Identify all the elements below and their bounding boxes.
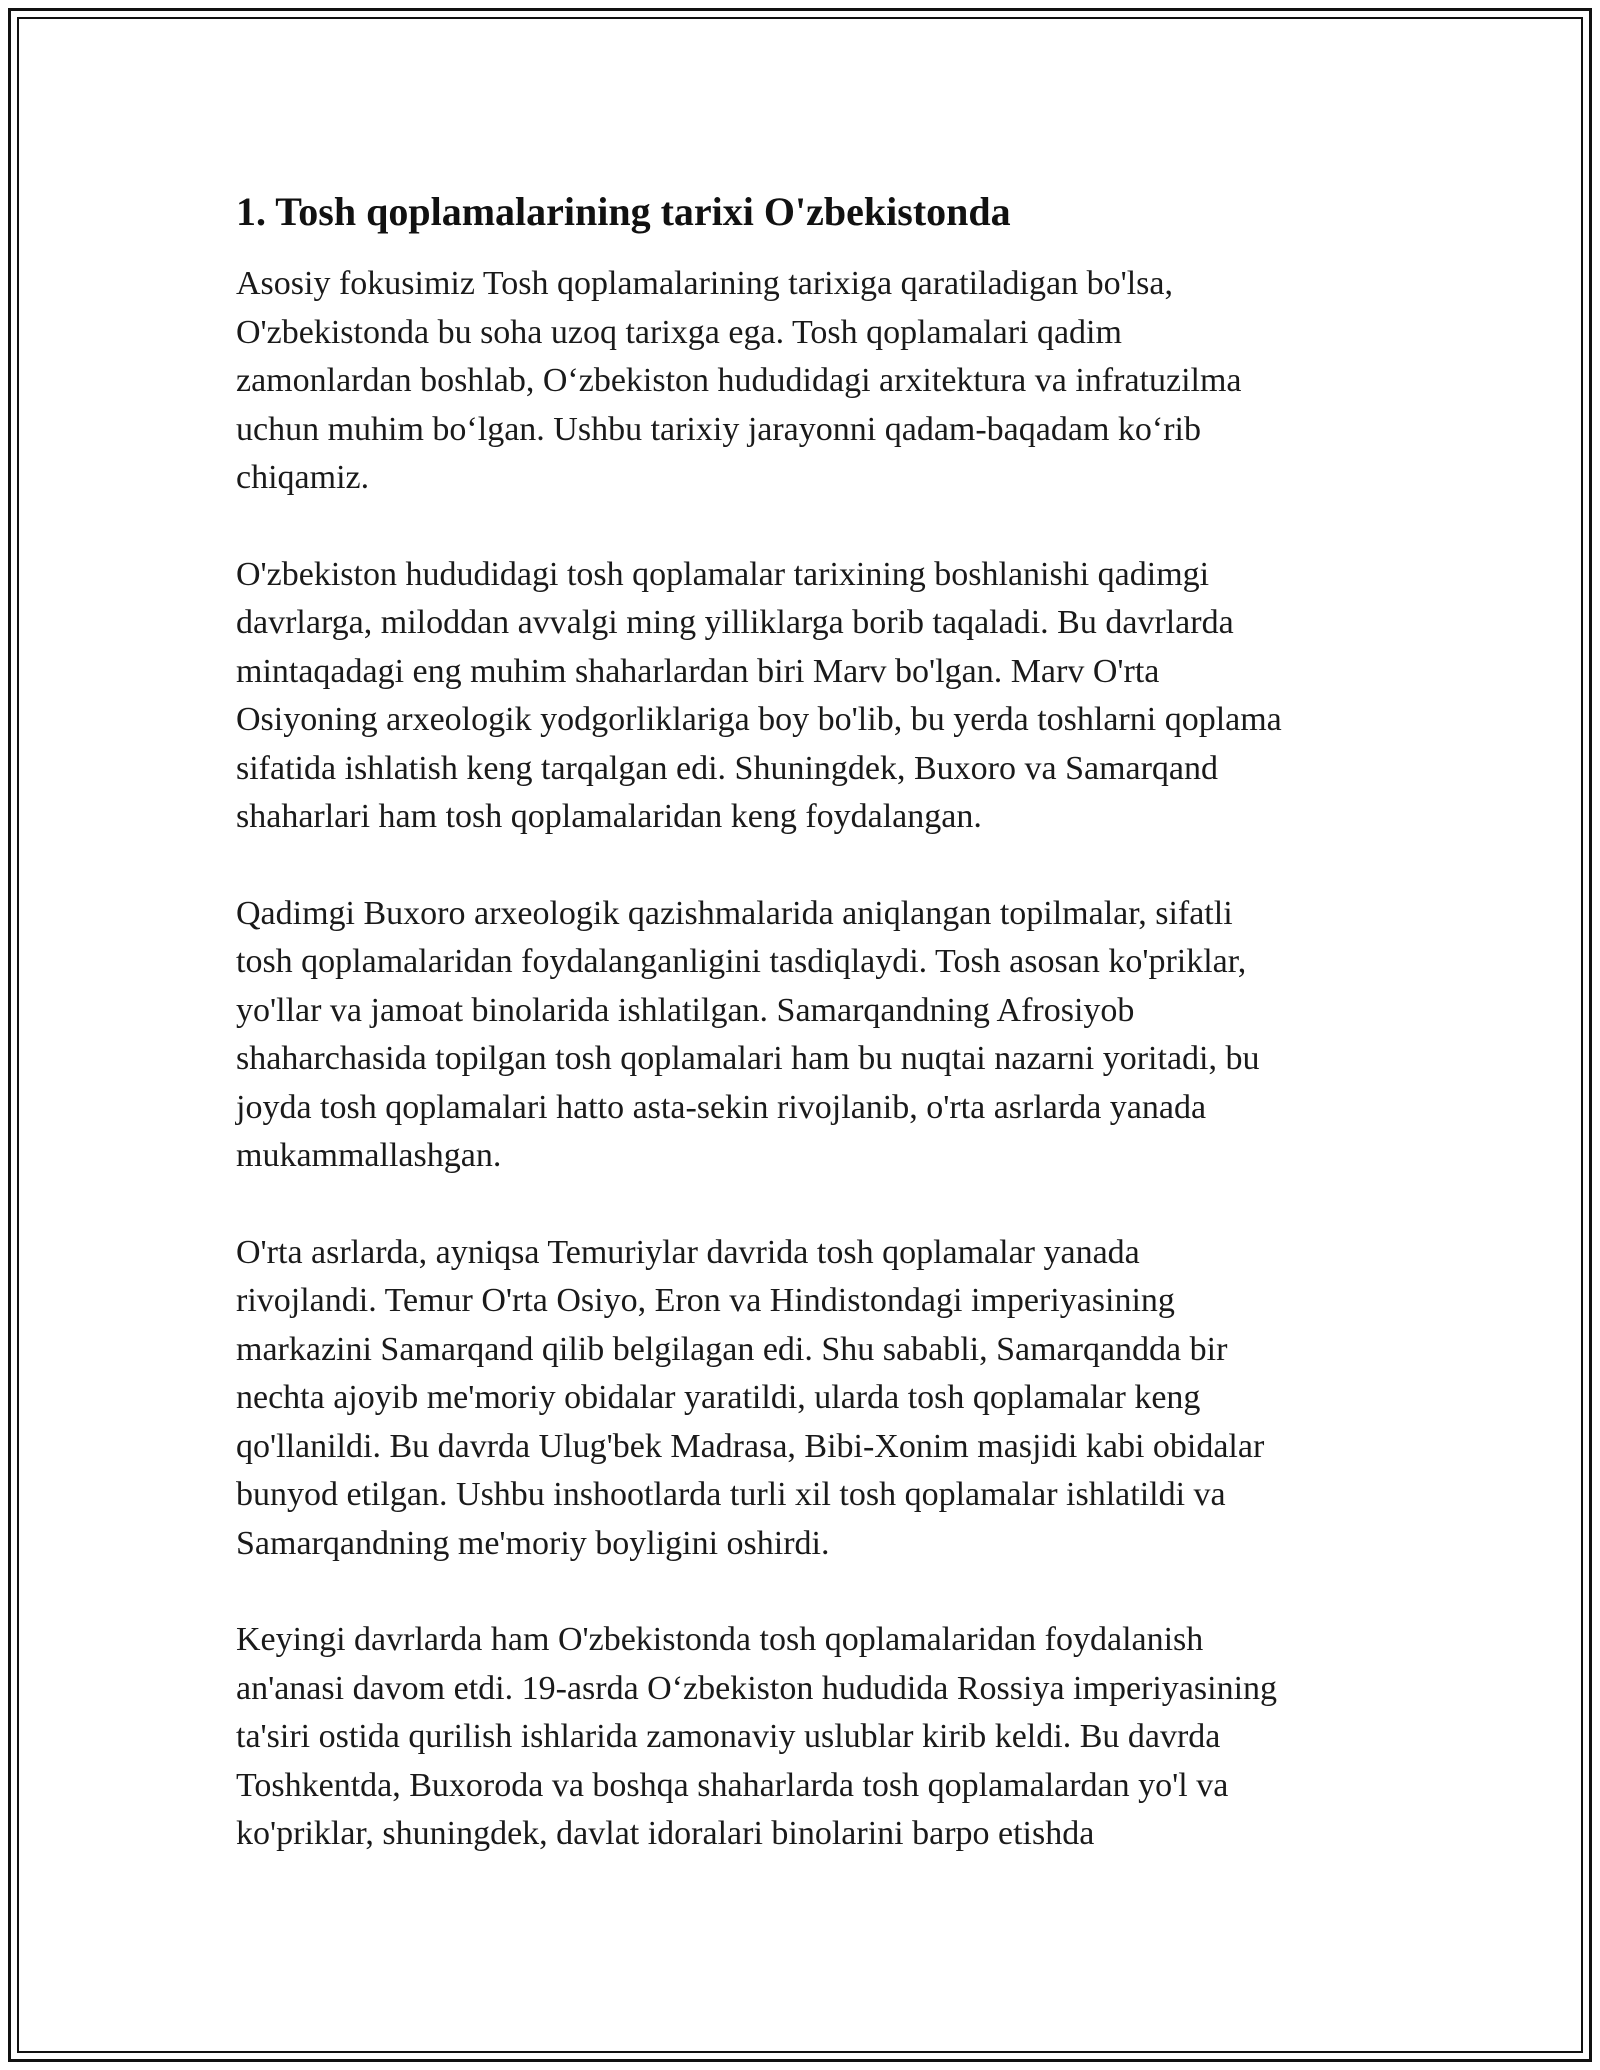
paragraph-1: Asosiy fokusimiz Tosh qoplamalarining tarixiga qaratiladigan bo'lsa, O'zbekistonda bu soha uzoq tarixga ega. Tosh qoplamalari qadim zamonlardan boshlab, O‘zbekiston hududidagi arxitektura va infratuzilma uchun muhim bo‘lgan. Ushbu tarixiy jarayonni qadam-baqadam ko‘rib chiqamiz. — [236, 265, 1242, 496]
paragraph-5: Keyingi davrlarda ham O'zbekistonda tosh qoplamalaridan foydalanish an'anasi davom etdi. 19-asrda O‘zbekiston hududida Rossiya imperiyasining ta'siri ostida qurilish ishlarida zamonaviy uslublar kirib keldi. Bu davrda Toshkentda, Buxoroda va boshqa shaharlarda tosh qoplamalardan yo'l va ko'priklar, shuningdek, davlat idoralari binolarini barpo etishda — [236, 1621, 1278, 1852]
paragraph-2: O'zbekiston hududidagi tosh qoplamalar tarixining boshlanishi qadimgi davrlarga, miloddan avvalgi ming yilliklarga borib taqaladi. Bu davrlarda mintaqadagi eng muhim shaharlardan biri Marv bo'lgan. Marv O'rta Osiyoning arxeologik yodgorliklariga boy bo'lib, bu yerda toshlarni qoplama sifatida ishlatish keng tarqalgan edi. Shuningdek, Buxoro va Samarqand shaharlari ham tosh qoplamalaridan keng foydalangan. — [236, 555, 1282, 835]
paragraph-4: O'rta asrlarda, ayniqsa Temuriylar davrida tosh qoplamalar yanada rivojlandi. Temur O'rta Osiyo, Eron va Hindistondagi imperiyasining markazini Samarqand qilib belgilagan edi. Shu sababli, Samarqandda bir nechta ajoyib me'moriy obidalar yaratildi, ularda tosh qoplamalar keng qo'llanildi. Bu davrda Ulug'bek Madrasa, Bibi-Xonim masjidi kabi obidalar bunyod etilgan. Ushbu inshootlarda turli xil tosh qoplamalar ishlatildi va Samarqandning me'moriy boyligini oshirdi. — [236, 1233, 1265, 1562]
section-heading: 1. Tosh qoplamalarining tarixi O'zbekistonda — [236, 189, 1011, 234]
paragraph-3: Qadimgi Buxoro arxeologik qazishmalarida aniqlangan topilmalar, sifatli tosh qoplamalaridan foydalanganligini tasdiqlaydi. Tosh asosan ko'priklar, yo'llar va jamoat binolarida ishlatilgan. Samarqandning Afrosiyob shaharchasida topilgan tosh qoplamalari ham bu nuqtai nazarni yoritadi, bu joyda tosh qoplamalari hatto asta-sekin rivojlanib, o'rta asrlarda yanada mukammallashgan. — [236, 894, 1260, 1174]
document-body — [236, 188, 1366, 1907]
